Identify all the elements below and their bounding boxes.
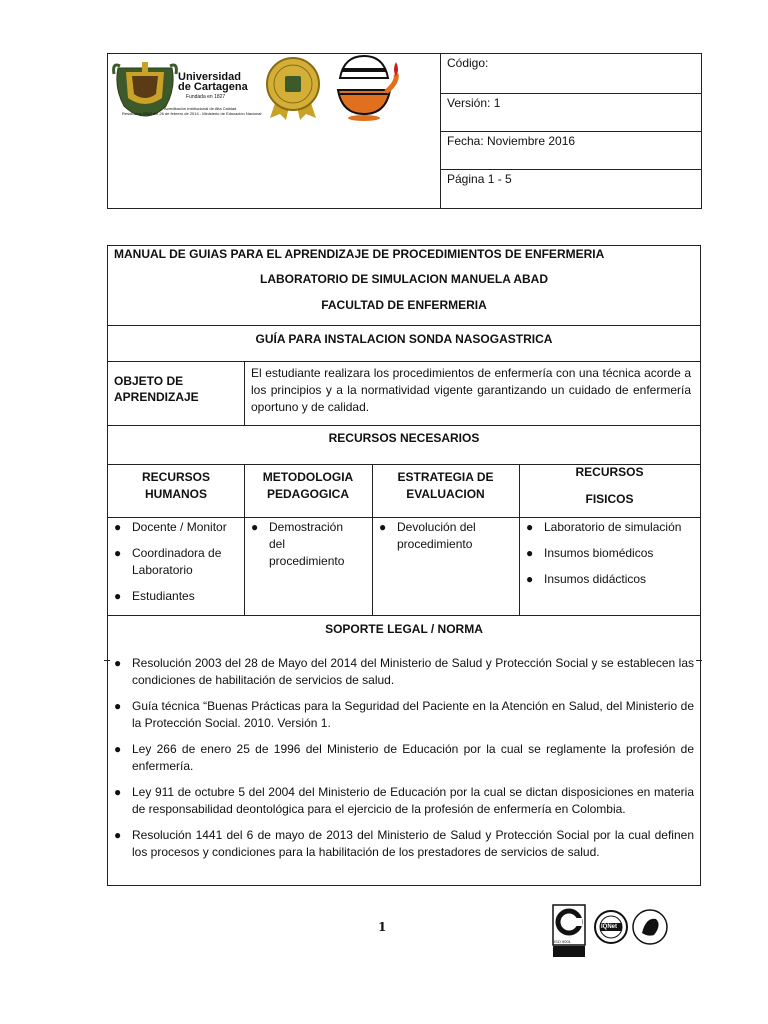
objective-text: El estudiante realizara los procedimientos de enfermería con una técnica acorde a los principios y a la normatividad vigente garantizando un cuidado de enfermería oportuno y de calidad.	[251, 366, 691, 414]
manual-title: MANUAL DE GUIAS PARA EL APRENDIZAJE DE PROCEDIMIENTOS DE ENFERMERIA	[114, 247, 605, 261]
iso-label: ISO 9001	[554, 939, 571, 944]
objective-label-line1: OBJETO DE	[114, 374, 184, 388]
iqnet-label: IQNet	[601, 924, 618, 930]
university-name-line1: Universidad	[178, 71, 241, 83]
page-number: 1	[378, 920, 387, 934]
header-version: Versión: 1	[441, 94, 702, 132]
list-item: ● Estudiantes	[114, 589, 195, 603]
col-human-title-1: RECURSOS	[141, 470, 210, 484]
legal-heading: SOPORTE LEGAL / NORMA	[325, 622, 483, 636]
certification-logos	[552, 904, 670, 960]
list-item: ● Insumos biomédicos	[526, 546, 654, 560]
col-method-title-1: METODOLOGIA	[262, 470, 354, 484]
col-physical-title-1: RECURSOS	[575, 465, 644, 479]
list-item: ● Ley 911 de octubre 5 del 2004 del Ministerio de Educación por la cual se dictan disposiciones en materia de responsabilidad deontológica para el ejercicio de la profesión de enfermería en Colombia.	[114, 785, 694, 816]
resources-heading: RECURSOS NECESARIOS	[328, 431, 480, 445]
university-founded: Fundada en 1827	[186, 94, 226, 100]
guide-table	[107, 245, 701, 886]
list-item: ● Docente / Monitor	[114, 520, 227, 534]
list-item: ● Ley 266 de enero 25 de 1996 del Ministerio de Educación por la cual se reglamente la profesión de enfermería.	[114, 742, 694, 773]
header-pagina: Página 1 - 5	[447, 172, 512, 186]
list-item: ● Devolución del procedimiento	[379, 520, 476, 551]
evaluation-list	[375, 519, 515, 562]
list-item: ● Guía técnica “Buenas Prácticas para la Seguridad del Paciente en la Atención en Salud, del Ministerio de la Protección Social. 2010. Versión 1.	[114, 699, 694, 730]
header-fecha: Fecha: Noviembre 2016	[441, 132, 702, 170]
document-header	[107, 53, 702, 209]
list-item: ● Coordinadora de Laboratorio	[114, 546, 222, 577]
list-item: ● Demostración del procedimiento	[251, 520, 345, 568]
lab-title: LABORATORIO DE SIMULACION MANUELA ABAD	[260, 272, 548, 286]
col-eval-title-1: ESTRATEGIA DE	[397, 470, 494, 484]
col-method-title-2: PEDAGOGICA	[266, 487, 349, 501]
icontec-certification-icon	[632, 909, 668, 945]
objective-label-line2: APRENDIZAJE	[114, 390, 199, 404]
guide-title: GUÍA PARA INSTALACION SONDA NASOGASTRICA	[255, 332, 553, 346]
method-list	[247, 519, 347, 579]
physical-resources-list	[522, 519, 700, 597]
col-human-title-2: HUMANOS	[145, 487, 207, 501]
list-item: ● Resolución 2003 del 28 de Mayo del 2014 del Ministerio de Salud y Protección Social y se establecen las condiciones de habilitación de servicios de salud.	[114, 656, 694, 687]
logo-cell	[108, 54, 441, 208]
header-codigo: Código:	[441, 54, 702, 94]
university-name-line2: de Cartagena	[178, 81, 248, 93]
human-resources-list	[110, 519, 242, 614]
nursing-lamp-logo	[332, 54, 402, 124]
list-item: ● Laboratorio de simulación	[526, 520, 682, 534]
list-item: ● Insumos didácticos	[526, 572, 647, 586]
iso-certification-icon	[552, 904, 586, 958]
col-physical-title-2: FISICOS	[585, 492, 634, 506]
list-item: ● Resolución 1441 del 6 de mayo de 2013 del Ministerio de Salud y Protección Social por la cual definen los procesos y condiciones para la habilitación de los prestadores de servicios de salud.	[114, 828, 694, 859]
col-eval-title-2: EVALUACION	[406, 487, 485, 501]
faculty-title: FACULTAD DE ENFERMERIA	[321, 298, 487, 312]
gold-seal-logo	[262, 56, 324, 120]
accreditation-line2: Resolución 2583 del 26 de febrero de 2014 - Ministerio de Educación Nacional	[122, 111, 262, 116]
accreditation-line1: Acreditación Institucional de Alta Calidad	[164, 106, 237, 111]
legal-list	[110, 655, 694, 870]
